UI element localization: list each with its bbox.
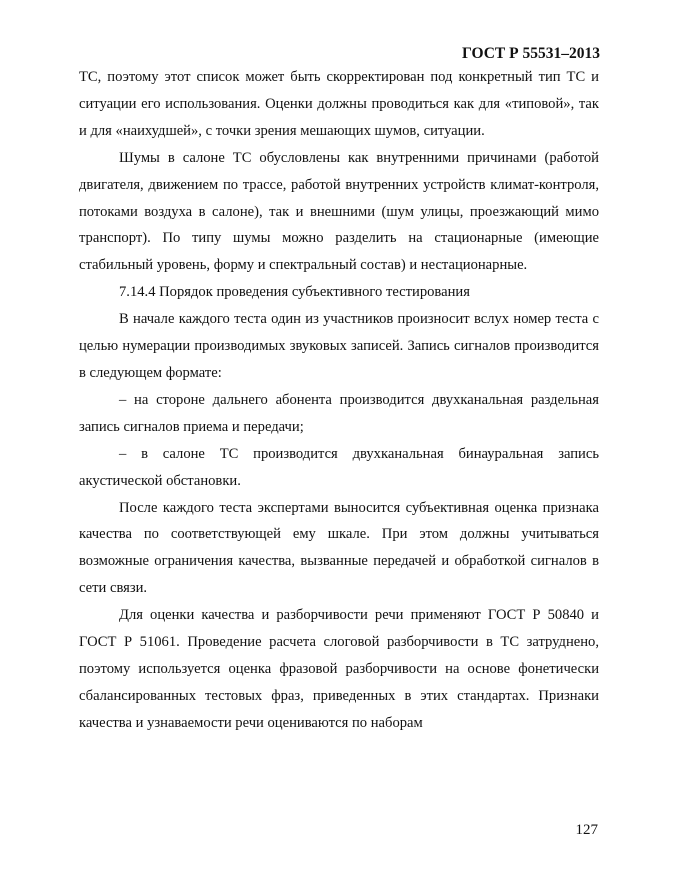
list-item-remote-subscriber: – на стороне дальнего абонента производится двухканальная раздельная запись сигналов приема и передачи; (79, 391, 599, 435)
list-item-vehicle-cabin: – в салоне ТС производится двухканальная бинауральная запись акустической обстановки. (79, 445, 599, 489)
page-body (79, 64, 599, 737)
document-code-header: ГОСТ Р 55531–2013 (462, 45, 600, 62)
paragraph-noise-sources: Шумы в салоне ТС обусловлены как внутренними причинами (работой двигателя, движением по трассе, работой внутренних устройств климат-контроля, потоками воздуха в салоне), так и внешними (шум улицы, проезжающий мимо транспорт). По типу шумы можно разделить на стационарные (имеющие стабильный уровень, форму и спектральный состав) и нестационарные. (79, 149, 599, 274)
paragraph-continuation: ТС, поэтому этот список может быть скорректирован под конкретный тип ТС и ситуации его использования. Оценки должны проводиться как для «типовой», так и для «наихудшей», с точки зрения мешающих шумов, ситуации. (79, 69, 599, 139)
paragraph-test-start: В начале каждого теста один из участников произносит вслух номер теста с целью нумерации производимых звуковых записей. Запись сигналов производится в следующем формате: (79, 311, 599, 381)
paragraph-quality-evaluation: Для оценки качества и разборчивости речи применяют ГОСТ Р 50840 и ГОСТ Р 51061. Проведение расчета слоговой разборчивости в ТС затруднено, поэтому используется оценка фразовой разборчивости на основе фонетически сбалансированных тестовых фраз, приведенных в этих стандартах. Признаки качества и узнаваемости речи оцениваются по наборам (79, 607, 599, 731)
page-number: 127 (575, 822, 598, 838)
paragraph-expert-assessment: После каждого теста экспертами выносится субъективная оценка признака качества по соответствующей ему шкале. При этом должны учитываться возможные ограничения качества, вызванные передачей и обработкой сигналов в сети связи. (79, 499, 599, 597)
section-heading-7-14-4: 7.14.4 Порядок проведения субъективного тестирования (119, 284, 470, 301)
